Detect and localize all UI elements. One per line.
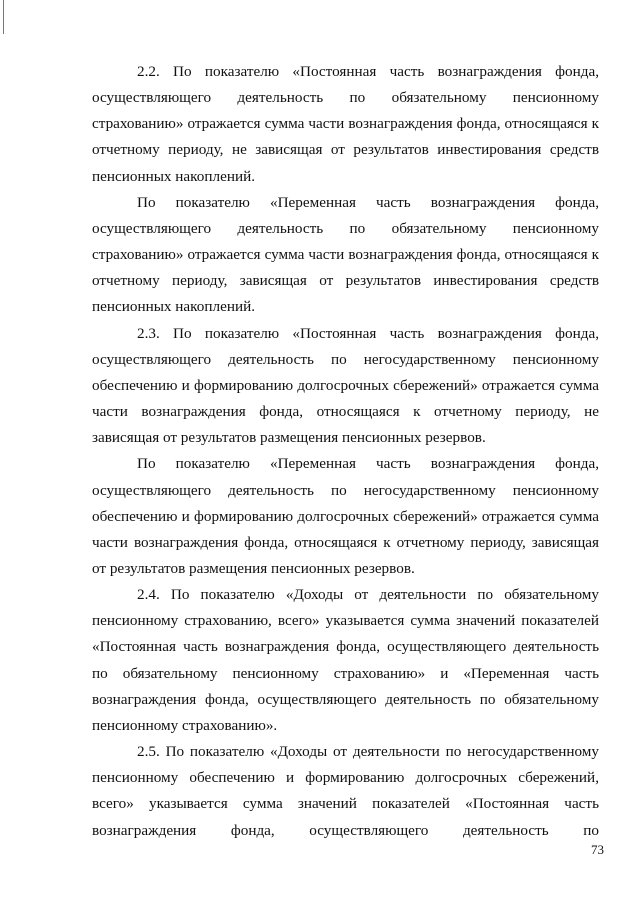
scan-edge-mark [3,0,4,34]
paragraph-2-3-constant-reward: 2.3. По показателю «Постоянная часть вознаграждения фонда, осуществляющего деятельность по негосударственному пенсионному обеспечению и формированию долгосрочных сбережений» отражается сумма части вознаграждения фонда, относящаяся к отчетному периоду, не зависящая от результатов размещения пенсионных резервов. [92,324,599,447]
paragraph-2-4-mandatory-insurance-income: 2.4. По показателю «Доходы от деятельности по обязательному пенсионному страхованию, всего» указывается сумма значений показателей «Постоянная часть вознаграждения фонда, осуществляющего деятельность по обязательному пенсионному страхованию» и «Переменная часть вознаграждения фонда, осуществляющего деятельность по обязательному пенсионному страхованию». [92,586,599,734]
paragraph-2-5-non-state-pension-income: 2.5. По показателю «Доходы от деятельности по негосударственному пенсионному обеспечению и формированию долгосрочных сбережений, всего» указывается сумма значений показателей «Постоянная часть вознаграждения фонда, осуществляющего деятельность по [92,743,599,839]
paragraph-2-2-constant-reward: 2.2. По показателю «Постоянная часть вознаграждения фонда, осуществляющего деятельность по обязательному пенсионному страхованию» отражается сумма части вознаграждения фонда, относящаяся к отчетному периоду, не зависящая от результатов инвестирования средств пенсионных накоплений. [92,63,599,185]
paragraph-2-2-variable-reward: По показателю «Переменная часть вознаграждения фонда, осуществляющего деятельность по обязательному пенсионному страхованию» отражается сумма части вознаграждения фонда, относящаяся к отчетному периоду, зависящая от результатов инвестирования средств пенсионных накоплений. [92,193,599,316]
document-body [92,59,599,844]
page-number: 73 [591,842,604,857]
paragraph-2-3-variable-reward: По показателю «Переменная часть вознаграждения фонда, осуществляющего деятельность по негосударственному пенсионному обеспечению и формированию долгосрочных сбережений» отражается сумма части вознаграждения фонда, относящаяся к отчетному периоду, зависящая от результатов размещения пенсионных резервов. [92,455,599,577]
